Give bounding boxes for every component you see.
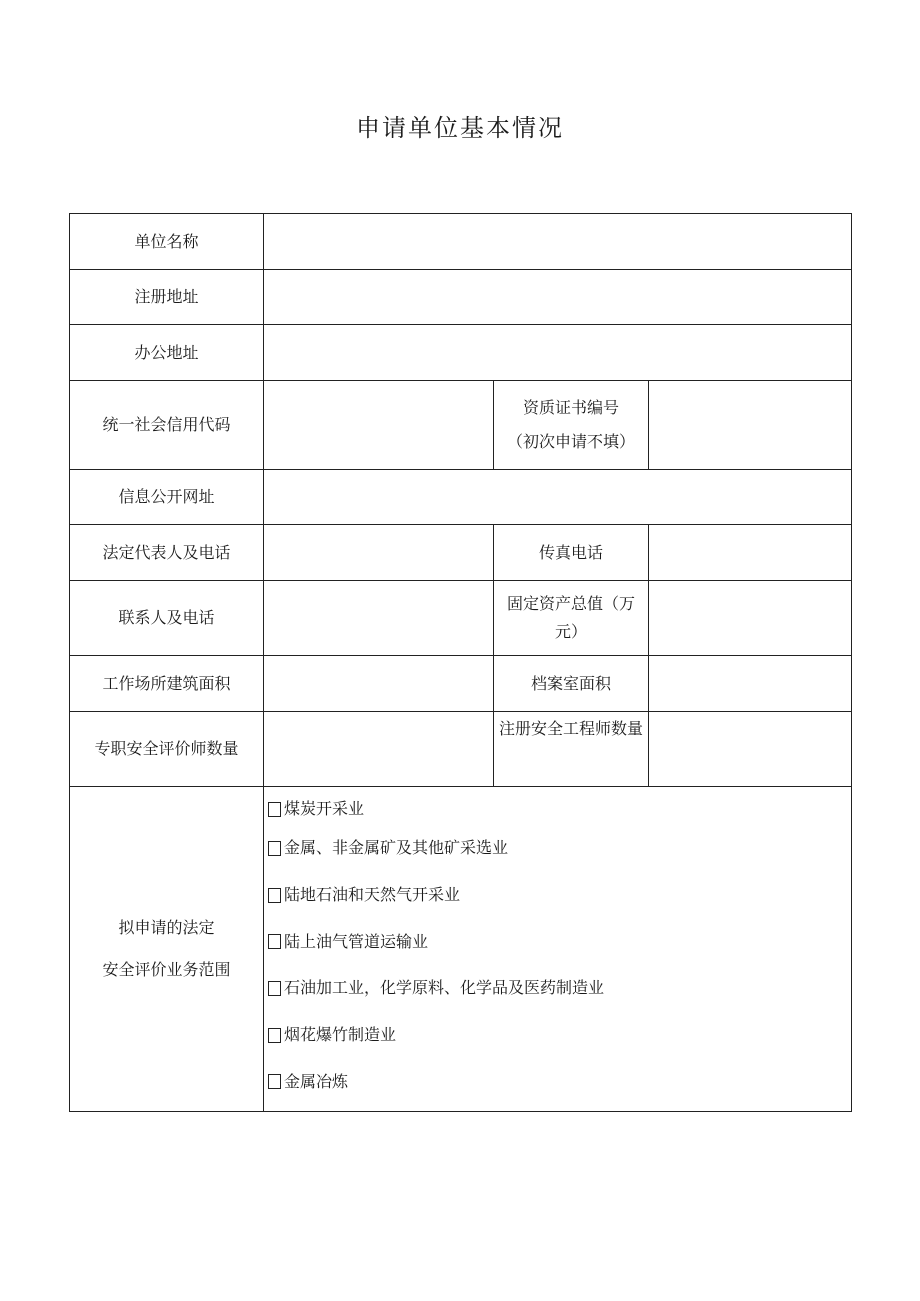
fax-field[interactable] [649, 525, 852, 581]
unit-name-label: 单位名称 [70, 214, 264, 270]
row-unit-name [70, 214, 852, 270]
row-assessors [70, 712, 852, 787]
contact-field[interactable] [264, 581, 494, 656]
archive-area-label: 档案室面积 [494, 656, 649, 712]
fulltime-assessors-field[interactable] [264, 712, 494, 787]
row-contact [70, 581, 852, 656]
scope-item-metal-mining [266, 825, 851, 872]
scope-item-label: 金属、非金属矿及其他矿采选业 [284, 838, 509, 858]
fax-label: 传真电话 [494, 525, 649, 581]
registered-engineers-field[interactable] [649, 712, 852, 787]
scope-item-fireworks [266, 1012, 851, 1059]
scope-item-pipeline-transport [266, 918, 851, 965]
workplace-area-label: 工作场所建筑面积 [70, 656, 264, 712]
legal-rep-field[interactable] [264, 525, 494, 581]
checkbox[interactable] [268, 981, 281, 996]
registered-address-label: 注册地址 [70, 270, 264, 325]
scope-item-label: 烟花爆竹制造业 [284, 1025, 397, 1045]
row-workplace-area [70, 656, 852, 712]
checkbox[interactable] [268, 934, 281, 949]
office-address-field[interactable] [264, 325, 852, 381]
scope-item-label: 石油加工业，化学原料、化学品及医药制造业 [284, 978, 605, 998]
row-office-address [70, 325, 852, 381]
checkbox[interactable] [268, 1028, 281, 1043]
row-credit-code [70, 381, 852, 470]
application-form-table [69, 213, 852, 1112]
row-legal-rep [70, 525, 852, 581]
business-scope-label-line1: 拟申请的法定 [118, 918, 215, 938]
checkbox[interactable] [268, 888, 281, 903]
legal-rep-label: 法定代表人及电话 [70, 525, 264, 581]
business-scope-label [70, 787, 264, 1112]
credit-code-field[interactable] [264, 381, 494, 470]
fulltime-assessors-label: 专职安全评价师数量 [70, 712, 264, 787]
checkbox[interactable] [268, 841, 281, 856]
row-business-scope [70, 787, 852, 1112]
scope-item-label: 金属冶炼 [284, 1071, 349, 1091]
workplace-area-field[interactable] [264, 656, 494, 712]
office-address-label: 办公地址 [70, 325, 264, 381]
public-website-field[interactable] [264, 470, 852, 525]
cert-number-label-line1: 资质证书编号 [522, 398, 619, 417]
business-scope-label-line2: 安全评价业务范围 [102, 960, 231, 980]
credit-code-label: 统一社会信用代码 [70, 381, 264, 470]
fixed-assets-field[interactable] [649, 581, 852, 656]
registered-address-field[interactable] [264, 270, 852, 325]
scope-item-label: 陆上油气管道运输业 [284, 931, 429, 951]
scope-item-oil-gas-extraction [266, 872, 851, 919]
scope-item-metal-smelting [266, 1058, 851, 1105]
scope-item-petrochemical [266, 965, 851, 1012]
public-website-label: 信息公开网址 [70, 470, 264, 525]
fixed-assets-label-line2: 元） [554, 622, 587, 641]
registered-engineers-label: 注册安全工程师数量 [494, 712, 649, 787]
scope-item-label: 陆地石油和天然气开采业 [284, 885, 461, 905]
unit-name-field[interactable] [264, 214, 852, 270]
cert-number-field[interactable] [649, 381, 852, 470]
contact-label: 联系人及电话 [70, 581, 264, 656]
fixed-assets-label [494, 581, 649, 656]
checkbox[interactable] [268, 802, 281, 817]
row-registered-address [70, 270, 852, 325]
business-scope-list [264, 787, 852, 1112]
row-public-website [70, 470, 852, 525]
scope-item-coal-mining [266, 793, 851, 825]
cert-number-label-line2: （初次申请不填） [506, 432, 635, 451]
page-title: 申请单位基本情况 [356, 114, 564, 142]
scope-item-label: 煤炭开采业 [284, 799, 365, 818]
cert-number-label [494, 381, 649, 470]
archive-area-field[interactable] [649, 656, 852, 712]
checkbox[interactable] [268, 1074, 281, 1089]
fixed-assets-label-line1: 固定资产总值（万 [506, 594, 635, 613]
